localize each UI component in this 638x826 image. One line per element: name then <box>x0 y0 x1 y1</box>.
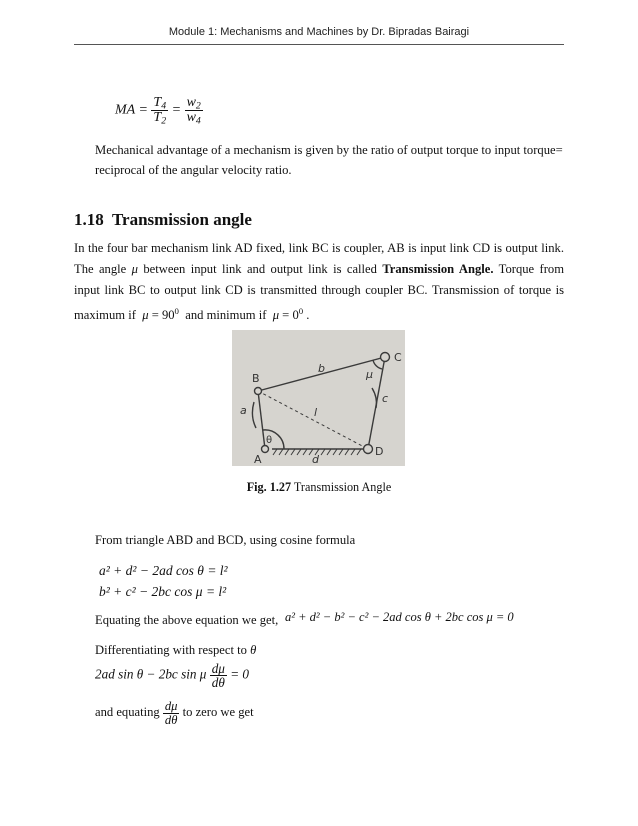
ma-description <box>95 141 565 180</box>
four-bar-mechanism-figure <box>232 330 405 466</box>
differentiating-text: Differentiating with respect to <box>95 643 247 657</box>
label-diagonal-l: l <box>314 406 318 419</box>
max-degree: 0 <box>174 306 179 317</box>
t2-symbol: T <box>153 110 162 125</box>
para-line-2-start: The angle <box>74 262 127 276</box>
label-link-b: b <box>318 362 325 375</box>
ma-line-1: Mechanical advantage of a mechanism is given by the ratio of output torque to input torque= <box>95 143 563 157</box>
output-rotation-arrow <box>372 388 377 408</box>
equation-4 <box>95 662 249 689</box>
t2-subscript: 2 <box>161 115 167 127</box>
t4-symbol: T <box>153 95 162 110</box>
ma-formula: MA = $\frac{T_4}{T_2}$ = $\frac{w_2}{w_4}$ <box>115 95 201 127</box>
derivative-fraction <box>210 662 227 689</box>
final-numerator: dμ <box>164 699 178 713</box>
para-line-4-middle: and minimum if <box>185 308 267 322</box>
label-link-a: a <box>240 404 247 417</box>
joint-a <box>262 446 269 453</box>
four-bar-diagram <box>232 330 405 466</box>
mu-max: μ <box>142 308 149 322</box>
w4-symbol: w <box>186 110 196 125</box>
mu-arc <box>373 360 382 369</box>
para-line-2-end: Torque from <box>498 262 565 276</box>
equating-text: Equating the above equation we get, <box>95 613 279 627</box>
joint-b <box>255 388 262 395</box>
diagonal-bd <box>258 391 368 449</box>
t4-subscript: 4 <box>161 100 167 112</box>
final-denominator: dθ <box>164 712 178 727</box>
figure-caption <box>0 480 638 495</box>
para-line-4-end: . <box>306 308 310 322</box>
final-text-end: to zero we get <box>182 704 254 719</box>
label-c-point: C <box>394 351 402 364</box>
min-degree: 0 <box>298 306 304 317</box>
para-line-1: In the four bar mechanism link AD fixed, link BC is coupler, AB is input link CD is output link. <box>74 241 564 255</box>
ma-lhs: MA <box>115 102 135 118</box>
w2-subscript: 2 <box>195 100 201 112</box>
max-value: 90 <box>161 308 175 322</box>
equation-1: a² + d² − 2ad cos θ = l² <box>99 563 228 578</box>
ma-line-2: reciprocal of the angular velocity ratio. <box>95 162 292 177</box>
equation-4-rhs: = 0 <box>230 666 249 682</box>
label-b-point: B <box>252 372 260 385</box>
transmission-paragraph <box>74 238 564 326</box>
page-header: Module 1: Mechanisms and Machines by Dr. Bipradas Bairagi <box>168 26 470 38</box>
final-line <box>95 700 254 726</box>
derivative-numerator: dμ <box>211 661 225 676</box>
para-line-4: maximum if $\mu = 90^0$ and minimum if $\mu = 0^0$ . <box>74 306 310 322</box>
final-text-start: and equating <box>95 704 160 719</box>
caption-number: Fig. 1.27 <box>246 480 292 494</box>
velocity-ratio <box>185 96 203 125</box>
input-rotation-arrow <box>252 402 256 428</box>
para-line-2 <box>74 259 564 280</box>
section-title: Transmission angle <box>111 210 252 229</box>
section-heading <box>74 210 252 230</box>
differentiating-line <box>95 641 256 661</box>
section-number: 1.18 <box>74 210 104 229</box>
min-value: 0 <box>292 308 299 322</box>
derivation-intro: From triangle ABD and BCD, using cosine formula <box>95 533 356 547</box>
mu-min: μ <box>272 308 280 322</box>
torque-ratio <box>151 96 168 125</box>
header-divider <box>74 44 564 45</box>
para-line-3: input link BC to output link CD is transmitted through coupler BC. Transmission of torque is <box>74 283 564 297</box>
derivative-denominator: dθ <box>211 675 225 691</box>
joint-d <box>364 445 373 454</box>
mu-symbol: μ <box>131 262 138 276</box>
para-line-2-middle: between input link and output link is called <box>143 262 377 276</box>
equation-3: a² + d² − b² − c² − 2ad cos θ + 2bc cos μ = 0 <box>285 610 514 624</box>
final-derivative <box>163 700 180 726</box>
w4-subscript: 4 <box>195 115 201 127</box>
label-mu: μ <box>366 368 373 381</box>
transmission-angle-term: Transmission Angle. <box>382 262 494 276</box>
equation-2: b² + c² − 2bc cos μ = l² <box>99 584 227 599</box>
label-d-point: D <box>375 445 384 458</box>
differentiating-variable: θ <box>250 643 257 657</box>
label-a-point: A <box>254 453 262 466</box>
label-theta: θ <box>266 435 273 446</box>
caption-text: Transmission Angle <box>293 480 392 494</box>
label-link-c: c <box>382 392 389 405</box>
equation-4-lhs: 2ad sin θ − 2bc sin μ <box>95 666 207 682</box>
para-line-4-start: maximum if <box>74 308 136 322</box>
link-ab <box>258 391 265 449</box>
w2-symbol: w <box>186 95 196 110</box>
label-link-d: d <box>312 453 319 466</box>
joint-c <box>381 353 390 362</box>
